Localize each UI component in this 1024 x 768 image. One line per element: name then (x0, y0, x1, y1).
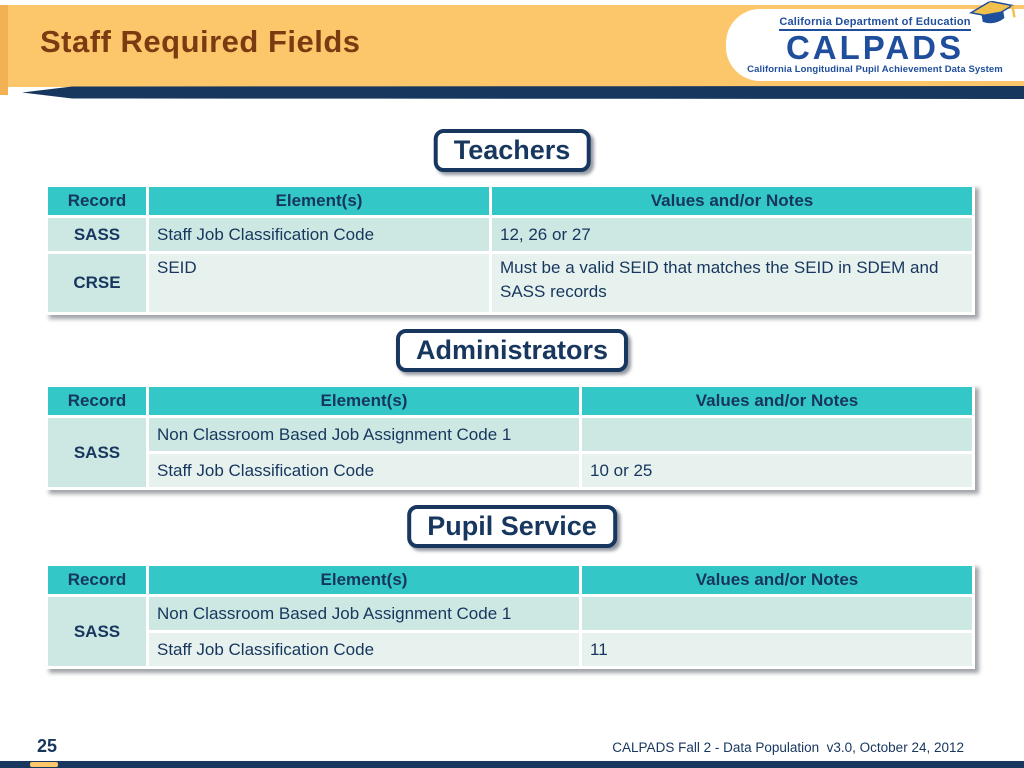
table-row (48, 254, 972, 312)
header-divider-bar (22, 86, 1024, 99)
section-label-teachers: Teachers (434, 129, 591, 172)
table-header-row (48, 387, 972, 415)
values-cell: Must be a valid SEID that matches the SEID in SDEM and SASS records (492, 254, 972, 312)
logo-tagline-text: California Longitudinal Pupil Achievement Data System (747, 63, 1003, 75)
table-row (48, 454, 972, 487)
element-cell: SEID (149, 254, 489, 312)
column-header-record: Record (48, 187, 146, 215)
record-cell: SASS (48, 418, 146, 487)
bottom-accent-mark (30, 762, 58, 767)
footer-text: CALPADS Fall 2 - Data Population v3.0, October 24, 2012 (612, 740, 964, 755)
column-header-record: Record (48, 566, 146, 594)
table-header-row (48, 187, 972, 215)
values-cell (582, 597, 972, 630)
element-cell: Staff Job Classification Code (149, 633, 579, 666)
table-row (48, 418, 972, 451)
calpads-logo (726, 9, 1024, 81)
column-header-record: Record (48, 387, 146, 415)
bottom-bar (0, 761, 1024, 768)
column-header-elements: Element(s) (149, 387, 579, 415)
values-cell: 10 or 25 (582, 454, 972, 487)
column-header-values: Values and/or Notes (492, 187, 972, 215)
column-header-elements: Element(s) (149, 566, 579, 594)
values-cell (582, 418, 972, 451)
element-cell: Non Classroom Based Job Assignment Code 1 (149, 418, 579, 451)
values-cell: 11 (582, 633, 972, 666)
header-left-edge (0, 5, 8, 95)
column-header-values: Values and/or Notes (582, 566, 972, 594)
logo-department-text: California Department of Education (779, 16, 970, 31)
page-number: 25 (37, 736, 58, 756)
column-header-values: Values and/or Notes (582, 387, 972, 415)
element-cell: Staff Job Classification Code (149, 454, 579, 487)
record-cell: CRSE (48, 254, 146, 312)
administrators-table (45, 384, 975, 490)
page-title: Staff Required Fields (40, 24, 361, 59)
values-cell: 12, 26 or 27 (492, 218, 972, 251)
record-cell: SASS (48, 597, 146, 666)
table-row (48, 218, 972, 251)
table-row (48, 633, 972, 666)
column-header-elements: Element(s) (149, 187, 489, 215)
teachers-table (45, 184, 975, 315)
logo-acronym-text: CALPADS (785, 28, 965, 66)
element-cell: Non Classroom Based Job Assignment Code 1 (149, 597, 579, 630)
section-label-administrators: Administrators (396, 329, 628, 372)
graduation-cap-icon (968, 0, 1019, 36)
pupil-service-table (45, 563, 975, 669)
section-label-pupil-service: Pupil Service (407, 505, 617, 548)
element-cell: Staff Job Classification Code (149, 218, 489, 251)
record-cell: SASS (48, 218, 146, 251)
table-row (48, 597, 972, 630)
table-header-row (48, 566, 972, 594)
